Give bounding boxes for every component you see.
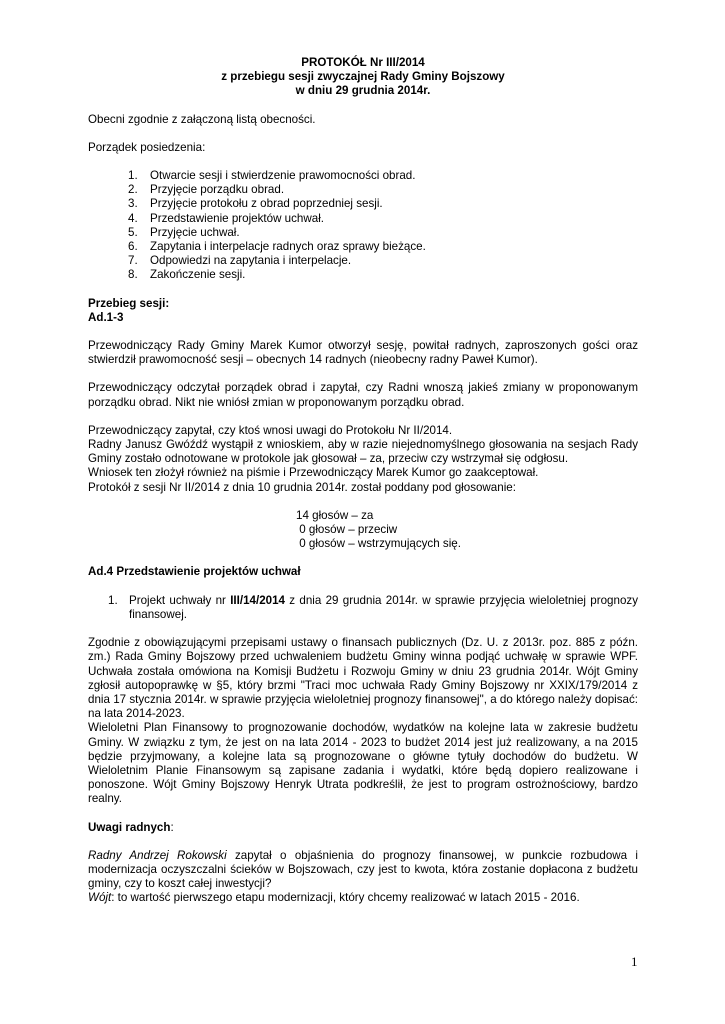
section-ad1-3: Ad.1-3 xyxy=(88,310,124,324)
doc-title: PROTOKÓŁ Nr III/2014 xyxy=(301,56,425,69)
vote-for: 14 głosów – za xyxy=(296,508,374,522)
doc-subtitle: z przebiegu sesji zwyczajnej Rady Gminy Bojszowy xyxy=(221,70,505,84)
vote-against: 0 głosów – przeciw xyxy=(296,523,398,537)
doc-date: w dniu 29 grudnia 2014r. xyxy=(295,84,431,98)
vote-results xyxy=(296,509,638,552)
paragraph-wpf-description: Wieloletni Plan Finansowy to prognozowanie dochodów, wydatków na kolejne lata w zakresie budżetu Gminy. W związku z tym, że jest on na lata 2014 - 2023 to budżet 2014 jest już realizowany, a na 2015 będzie przyjmowany, a kolejne lata są prognozowane o główne tytuły dochodów do budżetu. W Wieloletnim Planie Finansowym są zapisane zadania i wydatki, które będą dopiero realizowane i ponoszone. Wójt Gminy Bojszowy Henryk Utrata podkreślił, że jest to program ostrożnościowy, bardzo realny. xyxy=(88,721,638,806)
paragraph-opening: Przewodniczący Rady Gminy Marek Kumor otworzył sesję, powitał radnych, zaproszonych gości oraz stwierdził prawomocność sesji – obecnych 14 radnych (nieobecny radny Paweł Kumor). xyxy=(88,339,638,367)
paragraph-agenda-reading: Przewodniczący odczytał porządek obrad i zapytał, czy Radni wnoszą jakieś zmiany w proponowanym porządku obrad. Nikt nie wniósł zmian w proponowanym porządku obrad. xyxy=(88,381,638,409)
list-item: 3. Przyjęcie protokołu z obrad poprzedniej sesji. xyxy=(128,197,383,211)
list-item: 2. Przyjęcie porządku obrad. xyxy=(128,183,285,197)
list-item: 5. Przyjęcie uchwał. xyxy=(128,225,240,239)
paragraph-vote-intro: Protokół z sesji Nr II/2014 z dnia 10 grudnia 2014r. został poddany pod głosowanie: xyxy=(88,480,516,494)
agenda-title: Porządek posiedzenia: xyxy=(88,140,206,154)
list-item: 8. Zakończenie sesji. xyxy=(128,268,246,282)
list-item: 1. Projekt uchwały nr III/14/2014 z dnia 29 grudnia 2014r. w sprawie przyjęcia wieloletniej prognozy finansowej. xyxy=(108,593,638,621)
page-number: 1 xyxy=(631,954,638,969)
list-item: 6. Zapytania i interpelacje radnych oraz sprawy bieżące. xyxy=(128,240,426,254)
remarks-heading: Uwagi radnych: xyxy=(88,820,174,834)
paragraph-wpf-legal: Zgodnie z obowiązującymi przepisami ustawy o finansach publicznych (Dz. U. z 2013r. poz. 885 z późn. zm.) Rada Gminy Bojszowy przed uchwaleniem budżetu Gminy winna podjąć uchwałę w sprawie WPF. Uchwała została omówiona na Komisji Budżetu i Rozwoju Gminy w dniu 23 grudnia 2014r. Wójt Gminy zgłosił autopoprawkę w §5, który brzmi "Traci moc uchwała Rady Gminy Bojszowy nr XXIX/179/2014 z dnia 17 stycznia 2014r. w sprawie przyjęcia wieloletniej prognozy finansowej", a do którego należy dopisać: na lata 2014-2023. xyxy=(88,636,638,721)
agenda-list xyxy=(88,169,638,283)
paragraph-motion: Radny Janusz Gwóźdź wystąpił z wnioskiem, aby w razie niejednomyślnego głosowania na sesjach Rady Gminy zostało odnotowane w protokole jak głosował – za, przeciw czy wstrzymał się odgłosu. xyxy=(88,438,638,466)
paragraph-councilor-question: Radny Andrzej Rokowski zapytał o objaśnienia do prognozy finansowej, w punkcie rozbudowa i modernizacja oczyszczalni ścieków w Bojszowach, czy jest to kwota, która zostanie dopłacona z budżetu gminy, czy to koszt całej inwestycji? xyxy=(88,848,638,891)
paragraph-motion-accepted: Wniosek ten złożył również na piśmie i Przewodniczący Marek Kumor go zaakceptował. xyxy=(88,466,539,480)
section-ad4: Ad.4 Przedstawienie projektów uchwał xyxy=(88,565,301,579)
session-heading: Przebieg sesji: xyxy=(88,296,170,310)
vote-abstain: 0 głosów – wstrzymujących się. xyxy=(296,537,461,551)
list-item: 7. Odpowiedzi na zapytania i interpelacje. xyxy=(128,254,352,268)
paragraph-protocol-question: Przewodniczący zapytał, czy ktoś wnosi uwagi do Protokołu Nr II/2014. xyxy=(88,423,453,437)
list-item: 4. Przedstawienie projektów uchwał. xyxy=(128,211,324,225)
list-item: 1. Otwarcie sesji i stwierdzenie prawomocności obrad. xyxy=(128,169,416,183)
resolution-number: III/14/2014 xyxy=(230,593,285,607)
document-page xyxy=(88,56,638,906)
attendance-text: Obecni zgodnie z załączoną listą obecności. xyxy=(88,112,316,126)
paragraph-mayor-answer: Wójt: to wartość pierwszego etapu modernizacji, który chcemy realizować w latach 2015 - 2016. xyxy=(88,891,580,905)
